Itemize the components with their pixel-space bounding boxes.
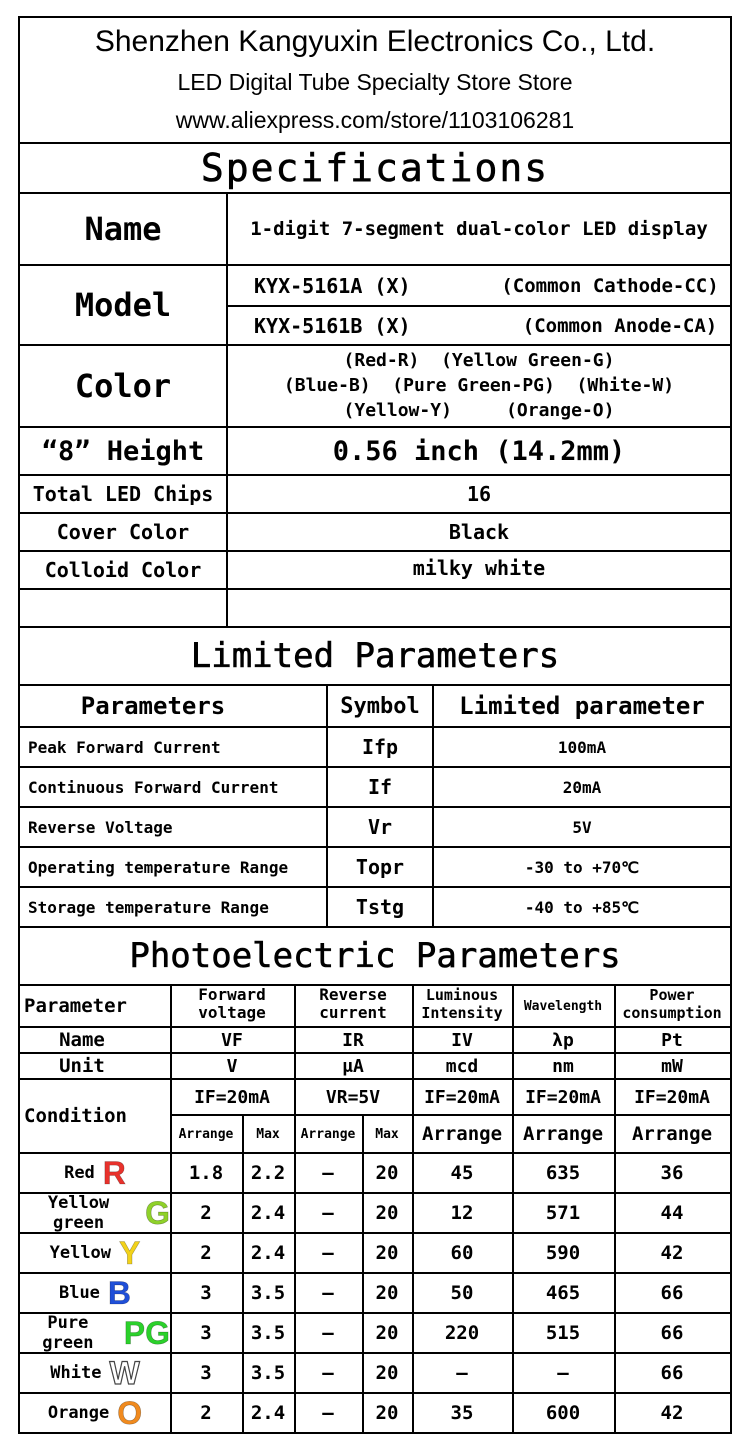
chips-label: Total LED Chips xyxy=(32,482,214,506)
cover-label: Cover Color xyxy=(56,520,190,544)
photo-value-iv: 60 xyxy=(450,1242,474,1264)
color-letter-icon: Y xyxy=(119,1235,141,1271)
limited-value: 5V xyxy=(572,817,592,837)
color-row-label xyxy=(20,1314,170,1352)
photo-title: Photoelectric Parameters xyxy=(129,936,621,976)
color-letter-icon: G xyxy=(145,1195,170,1231)
photo-condition-2: IF=20mA xyxy=(424,1086,500,1108)
photo-parameter-label: Parameter xyxy=(24,995,127,1017)
photo-value-ir_a: — xyxy=(322,1362,334,1384)
color-name: Pure green xyxy=(42,1313,94,1353)
reverse-current-header: Reverse current xyxy=(319,985,387,1022)
photo-subheader-2: Arrange xyxy=(300,1126,356,1142)
color-name: White xyxy=(50,1363,102,1383)
photo-subheader-1: Max xyxy=(256,1126,280,1142)
photo-value-ir_m: 20 xyxy=(375,1242,399,1264)
photo-value-ir_a: — xyxy=(322,1242,334,1264)
model-a: KYX-5161A (X) xyxy=(254,274,411,298)
photo-subheader-3: Max xyxy=(375,1126,399,1142)
color-letter-icon: PG xyxy=(123,1315,170,1351)
model-b-type: (Common Anode-CA) xyxy=(522,315,718,337)
photo-name-2: IV xyxy=(451,1029,473,1051)
photo-value-wl: 571 xyxy=(545,1202,581,1224)
limited-title: Limited Parameters xyxy=(190,636,560,676)
color-row-label xyxy=(20,1194,170,1232)
color-name: Blue xyxy=(58,1283,100,1303)
photo-value-vf_m: 2.4 xyxy=(250,1202,286,1224)
photo-value-vf_a: 2 xyxy=(200,1242,212,1264)
color-letter-icon: R xyxy=(102,1155,126,1191)
photo-name-3: λp xyxy=(552,1029,574,1051)
photo-value-iv: 220 xyxy=(444,1322,480,1344)
height-value: 0.56 inch (14.2mm) xyxy=(332,435,626,467)
photo-value-vf_m: 3.5 xyxy=(250,1282,286,1304)
photo-name-0: VF xyxy=(221,1029,243,1051)
photo-value-vf_m: 2.4 xyxy=(250,1402,286,1424)
limited-header-value: Limited parameter xyxy=(459,692,705,720)
photo-value-ir_a: — xyxy=(322,1282,334,1304)
photo-value-vf_m: 3.5 xyxy=(250,1362,286,1384)
color-row-label xyxy=(20,1394,170,1432)
limited-param-name: Reverse Voltage xyxy=(28,817,173,837)
photo-unit-3: nm xyxy=(552,1055,574,1077)
name-value: 1-digit 7-segment dual-color LED display xyxy=(250,218,708,240)
name-label: Name xyxy=(84,210,162,248)
photo-unit-label: Unit xyxy=(59,1055,105,1077)
photo-value-ir_m: 20 xyxy=(375,1282,399,1304)
model-a-type: (Common Cathode-CC) xyxy=(501,275,719,297)
color-line-1: (Red-R) (Yellow Green-G) xyxy=(343,349,615,371)
limited-value: -30 to +70℃ xyxy=(524,857,640,877)
limited-symbol: Vr xyxy=(367,815,393,839)
photo-value-vf_a: 2 xyxy=(200,1202,212,1224)
photo-name-label: Name xyxy=(59,1029,105,1051)
limited-symbol: If xyxy=(367,775,393,799)
color-label: Color xyxy=(74,367,172,405)
color-row-label xyxy=(20,1234,170,1272)
color-row-label xyxy=(20,1154,170,1192)
photo-value-pt: 66 xyxy=(660,1282,684,1304)
photo-value-vf_a: 3 xyxy=(200,1322,212,1344)
photo-subheader-0: Arrange xyxy=(178,1126,234,1142)
specifications-title: Specifications xyxy=(200,146,550,190)
photo-value-wl: 600 xyxy=(545,1402,581,1424)
photo-condition-4: IF=20mA xyxy=(634,1086,710,1108)
photo-value-pt: 44 xyxy=(660,1202,684,1224)
limited-header-symbol: Symbol xyxy=(340,693,420,719)
spec-sheet xyxy=(18,16,732,1434)
limited-symbol: Tstg xyxy=(355,895,405,919)
photo-value-ir_m: 20 xyxy=(375,1162,399,1184)
color-line-3: (Yellow-Y) (Orange-O) xyxy=(343,399,615,421)
photo-value-wl: 635 xyxy=(545,1162,581,1184)
photo-value-ir_a: — xyxy=(322,1202,334,1224)
photo-value-pt: 36 xyxy=(660,1162,684,1184)
photo-value-wl: — xyxy=(557,1362,569,1384)
photo-condition-0: IF=20mA xyxy=(194,1086,270,1108)
photo-subheader-5: Arrange xyxy=(522,1123,604,1145)
photo-unit-4: mW xyxy=(661,1055,683,1077)
color-name: Orange xyxy=(47,1403,110,1423)
photo-value-pt: 42 xyxy=(660,1242,684,1264)
limited-value: 20mA xyxy=(562,777,602,797)
chips-value: 16 xyxy=(466,482,492,506)
photo-value-vf_a: 3 xyxy=(200,1282,212,1304)
photo-value-iv: 12 xyxy=(450,1202,474,1224)
photo-value-wl: 465 xyxy=(545,1282,581,1304)
color-letter-icon: W xyxy=(109,1355,140,1391)
photo-value-vf_a: 2 xyxy=(200,1402,212,1424)
limited-param-name: Storage temperature Range xyxy=(28,897,269,917)
photo-value-vf_m: 2.4 xyxy=(250,1242,286,1264)
photo-condition-1: VR=5V xyxy=(325,1086,381,1108)
photo-condition-3: IF=20mA xyxy=(525,1086,601,1108)
photo-value-ir_a: — xyxy=(322,1402,334,1424)
color-name: Yellow xyxy=(49,1243,112,1263)
color-row-label xyxy=(20,1274,170,1312)
photo-value-iv: — xyxy=(456,1362,468,1384)
color-name: Red xyxy=(64,1163,95,1183)
colloid-label: Colloid Color xyxy=(44,558,202,582)
photo-value-ir_m: 20 xyxy=(375,1362,399,1384)
colloid-value: milky white xyxy=(412,556,546,580)
photo-value-iv: 45 xyxy=(450,1162,474,1184)
photo-value-iv: 35 xyxy=(450,1402,474,1424)
photo-value-vf_m: 3.5 xyxy=(250,1322,286,1344)
photo-name-4: Pt xyxy=(661,1029,683,1051)
color-line-2: (Blue-B) (Pure Green-PG) (White-W) xyxy=(283,374,675,396)
photo-value-pt: 66 xyxy=(660,1322,684,1344)
wavelength-header: Wavelength xyxy=(523,998,603,1014)
photo-value-wl: 515 xyxy=(545,1322,581,1344)
model-b: KYX-5161B (X) xyxy=(254,314,411,338)
color-name: Yellow green xyxy=(47,1193,110,1233)
photo-unit-2: mcd xyxy=(445,1055,479,1077)
photo-unit-0: V xyxy=(226,1055,238,1077)
limited-value: 100mA xyxy=(557,737,607,757)
limited-param-name: Continuous Forward Current xyxy=(28,777,279,797)
photo-value-vf_a: 1.8 xyxy=(188,1162,224,1184)
cover-value: Black xyxy=(448,520,510,544)
company-name: Shenzhen Kangyuxin Electronics Co., Ltd. xyxy=(94,25,656,58)
color-row-label xyxy=(20,1354,170,1392)
photo-value-iv: 50 xyxy=(450,1282,474,1304)
store-name: LED Digital Tube Specialty Store Store xyxy=(177,68,573,95)
photo-unit-1: μA xyxy=(342,1055,364,1077)
limited-param-name: Operating temperature Range xyxy=(28,857,289,877)
photo-value-pt: 42 xyxy=(660,1402,684,1424)
photo-value-ir_a: — xyxy=(322,1322,334,1344)
photo-value-ir_m: 20 xyxy=(375,1402,399,1424)
limited-symbol: Topr xyxy=(355,855,405,879)
model-label: Model xyxy=(74,286,172,324)
photo-value-ir_m: 20 xyxy=(375,1202,399,1224)
photo-value-ir_m: 20 xyxy=(375,1322,399,1344)
color-letter-icon: B xyxy=(107,1275,132,1311)
limited-param-name: Peak Forward Current xyxy=(28,737,221,757)
limited-header-parameters: Parameters xyxy=(80,692,226,720)
limited-value: -40 to +85℃ xyxy=(524,897,640,917)
store-url: www.aliexpress.com/store/1103106281 xyxy=(175,106,575,133)
limited-symbol: Ifp xyxy=(361,735,399,759)
color-letter-icon: O xyxy=(117,1395,143,1431)
luminous-intensity-header: Luminous Intensity xyxy=(421,986,503,1022)
photo-value-pt: 66 xyxy=(660,1362,684,1384)
photo-value-vf_m: 2.2 xyxy=(250,1162,286,1184)
photo-name-1: IR xyxy=(342,1029,364,1051)
photo-condition-label: Condition xyxy=(24,1105,127,1127)
photo-subheader-6: Arrange xyxy=(631,1123,713,1145)
height-label: “8” Height xyxy=(41,435,205,467)
photo-value-vf_a: 3 xyxy=(200,1362,212,1384)
photo-value-wl: 590 xyxy=(545,1242,581,1264)
photo-subheader-4: Arrange xyxy=(421,1123,503,1145)
photo-value-ir_a: — xyxy=(322,1162,334,1184)
power-consumption-header: Power consumption xyxy=(622,986,722,1022)
forward-voltage-header: Forward voltage xyxy=(198,985,266,1022)
